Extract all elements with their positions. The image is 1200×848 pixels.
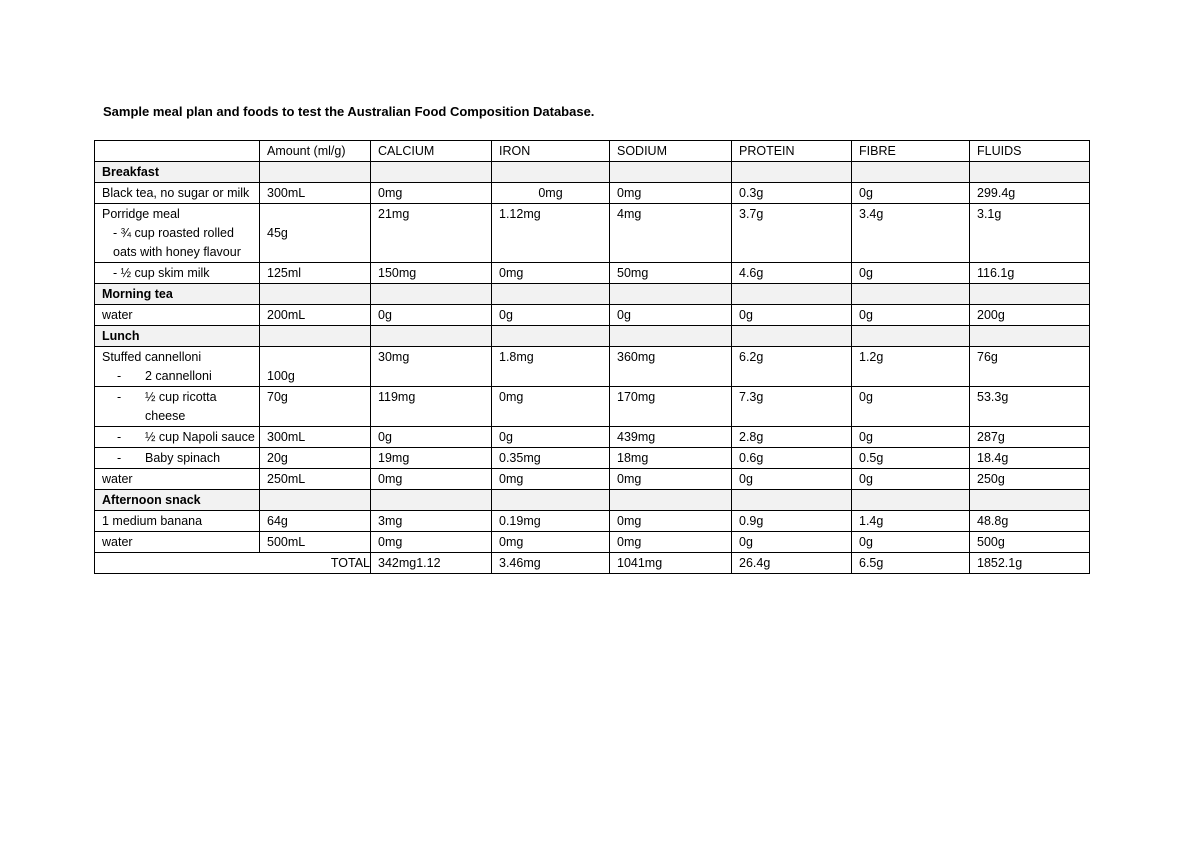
iron-cell: 0mg [492,532,610,553]
table-row [95,532,1090,553]
table-cell [732,284,852,305]
page-title: Sample meal plan and foods to test the Australian Food Composition Database. [103,104,595,119]
section-row-morning-tea [95,284,1090,305]
table-cell [610,326,732,347]
fluids-cell: 200g [970,305,1090,326]
dash-marker: - [117,390,122,404]
table-cell [492,326,610,347]
sodium-cell: 0mg [610,532,732,553]
fluids-cell: 500g [970,532,1090,553]
amount-cell: 200mL [260,305,371,326]
fibre-cell: 3.4g [852,204,970,263]
table-cell [260,490,371,511]
table-cell [371,162,492,183]
amount-cell: 300mL [260,183,371,204]
protein-cell: 4.6g [732,263,852,284]
food-name: Porridge meal [102,207,180,221]
fibre-cell: 0g [852,427,970,448]
table-row [95,448,1090,469]
amount-cell: 20g [260,448,371,469]
fibre-cell: 0.5g [852,448,970,469]
total-fibre-cell: 6.5g [852,553,970,574]
protein-cell: 0.6g [732,448,852,469]
iron-cell: 0mg [492,263,610,284]
protein-cell: 2.8g [732,427,852,448]
amount-cell: 125ml [260,263,371,284]
food-name-cell [95,204,260,263]
iron-cell: 1.12mg [492,204,610,263]
iron-cell: 1.8mg [492,347,610,387]
header-cell: IRON [492,141,610,162]
calcium-cell: 30mg [371,347,492,387]
table-cell [852,326,970,347]
protein-cell: 0g [732,305,852,326]
table-cell [852,162,970,183]
food-name-cell: water [95,532,260,553]
fibre-cell: 0g [852,387,970,427]
section-label: Breakfast [95,162,260,183]
total-sodium-cell: 1041mg [610,553,732,574]
table-cell [492,284,610,305]
iron-cell: 0g [492,427,610,448]
protein-cell: 0.3g [732,183,852,204]
table-row [95,511,1090,532]
amount-cell: 300mL [260,427,371,448]
table-cell [260,162,371,183]
fluids-cell: 48.8g [970,511,1090,532]
dash-marker: - [117,430,122,444]
food-name-cell: Black tea, no sugar or milk [95,183,260,204]
sodium-cell: 0mg [610,183,732,204]
table-cell [970,162,1090,183]
protein-cell: 3.7g [732,204,852,263]
calcium-cell: 0mg [371,183,492,204]
table-row [95,427,1090,448]
food-subitem [102,428,259,447]
fibre-cell: 0g [852,183,970,204]
food-subitem: - ¾ cup roasted rolled oats with honey flavour [113,226,241,259]
table-cell [260,284,371,305]
table-cell [970,326,1090,347]
header-cell: FLUIDS [970,141,1090,162]
food-subitem [102,388,259,426]
section-label: Lunch [95,326,260,347]
amount-cell: 64g [260,511,371,532]
protein-cell: 6.2g [732,347,852,387]
fluids-cell: 116.1g [970,263,1090,284]
table-cell [970,490,1090,511]
table-row [95,347,1090,387]
table-cell [610,284,732,305]
iron-cell: 0mg [492,183,610,204]
meal-plan-table [94,140,1090,574]
iron-cell: 0g [492,305,610,326]
table-cell [852,284,970,305]
table-cell [492,162,610,183]
sodium-cell: 4mg [610,204,732,263]
table-cell [732,162,852,183]
calcium-cell: 19mg [371,448,492,469]
table-cell [371,284,492,305]
food-name-cell [95,387,260,427]
fluids-cell: 18.4g [970,448,1090,469]
header-cell: FIBRE [852,141,970,162]
table-row [95,183,1090,204]
iron-cell: 0.35mg [492,448,610,469]
protein-cell: 0g [732,469,852,490]
food-subitem [102,449,259,468]
iron-cell: 0mg [492,387,610,427]
table-row [95,263,1090,284]
total-fluids-cell: 1852.1g [970,553,1090,574]
table-cell [610,162,732,183]
food-name-cell: - ½ cup skim milk [95,263,260,284]
total-protein-cell: 26.4g [732,553,852,574]
table-cell [610,490,732,511]
total-iron-cell: 3.46mg [492,553,610,574]
iron-cell: 0.19mg [492,511,610,532]
fibre-cell: 1.4g [852,511,970,532]
fluids-cell: 3.1g [970,204,1090,263]
total-calcium-cell: 342mg1.12 [371,553,492,574]
section-row-afternoon-snack [95,490,1090,511]
table-row [95,305,1090,326]
fluids-cell: 287g [970,427,1090,448]
food-name-cell [95,448,260,469]
table-cell [260,326,371,347]
food-name-cell: 1 medium banana [95,511,260,532]
table-row [95,387,1090,427]
calcium-cell: 0mg [371,469,492,490]
sodium-cell: 0g [610,305,732,326]
sodium-cell: 0mg [610,511,732,532]
food-name-cell: water [95,305,260,326]
header-cell: CALCIUM [371,141,492,162]
amount-cell: 45g [260,204,371,263]
calcium-cell: 3mg [371,511,492,532]
fluids-cell: 76g [970,347,1090,387]
sodium-cell: 360mg [610,347,732,387]
table-cell [732,326,852,347]
table-row [95,204,1090,263]
calcium-cell: 0mg [371,532,492,553]
table-cell [371,490,492,511]
total-label: TOTAL [95,553,371,574]
calcium-cell: 0g [371,427,492,448]
header-cell: Amount (ml/g) [260,141,371,162]
fluids-cell: 53.3g [970,387,1090,427]
header-cell [95,141,260,162]
table-header-row [95,141,1090,162]
sodium-cell: 18mg [610,448,732,469]
section-label: Afternoon snack [95,490,260,511]
amount-cell: 70g [260,387,371,427]
table-cell [492,490,610,511]
calcium-cell: 150mg [371,263,492,284]
fibre-cell: 1.2g [852,347,970,387]
total-row [95,553,1090,574]
table-row [95,469,1090,490]
amount-cell: 500mL [260,532,371,553]
food-name-cell: water [95,469,260,490]
sodium-cell: 170mg [610,387,732,427]
fluids-cell: 299.4g [970,183,1090,204]
table-cell [970,284,1090,305]
section-row-lunch [95,326,1090,347]
food-name-cell [95,427,260,448]
amount-cell: 100g [260,347,371,387]
dash-marker: - [117,451,122,465]
food-name: Stuffed cannelloni [102,350,202,364]
fluids-cell: 250g [970,469,1090,490]
protein-cell: 0.9g [732,511,852,532]
table-cell [852,490,970,511]
fibre-cell: 0g [852,532,970,553]
iron-cell: 0mg [492,469,610,490]
table-cell [732,490,852,511]
sodium-cell: 50mg [610,263,732,284]
calcium-cell: 119mg [371,387,492,427]
header-cell: PROTEIN [732,141,852,162]
dash-marker: - [117,369,122,383]
food-subitem [102,367,259,386]
fibre-cell: 0g [852,263,970,284]
protein-cell: 7.3g [732,387,852,427]
calcium-cell: 21mg [371,204,492,263]
sodium-cell: 0mg [610,469,732,490]
food-subitem-text: 2 cannelloni [145,369,212,383]
calcium-cell: 0g [371,305,492,326]
food-subitem-text: ½ cup ricotta cheese [145,390,217,423]
amount-cell: 250mL [260,469,371,490]
fibre-cell: 0g [852,469,970,490]
protein-cell: 0g [732,532,852,553]
section-row-breakfast [95,162,1090,183]
food-subitem-text: ½ cup Napoli sauce [145,430,255,444]
table-cell [371,326,492,347]
sodium-cell: 439mg [610,427,732,448]
header-cell: SODIUM [610,141,732,162]
food-subitem-text: Baby spinach [145,451,221,465]
food-name-cell [95,347,260,387]
section-label: Morning tea [95,284,260,305]
fibre-cell: 0g [852,305,970,326]
